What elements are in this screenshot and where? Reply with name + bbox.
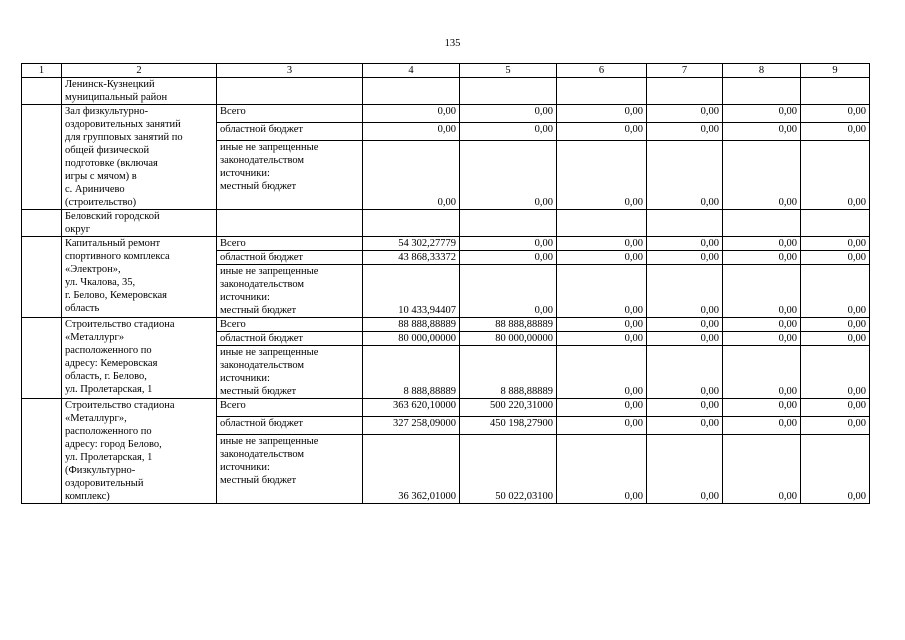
empty-cell — [217, 78, 363, 105]
value-cell: 8 888,88889 — [363, 346, 460, 399]
empty-cell — [557, 78, 647, 105]
value-cell: 8 888,88889 — [460, 346, 557, 399]
value-cell: 0,00 — [723, 318, 801, 332]
source-label: Всего — [217, 105, 363, 123]
column-header: 7 — [647, 64, 723, 78]
empty-cell — [22, 210, 62, 237]
value-cell: 43 868,33372 — [363, 251, 460, 265]
value-cell: 0,00 — [363, 141, 460, 210]
value-cell: 0,00 — [647, 399, 723, 417]
source-label-line: иные не запрещенные — [220, 266, 319, 277]
source-label: областной бюджет — [217, 251, 363, 265]
value-cell: 0,00 — [557, 237, 647, 251]
value-cell: 0,00 — [460, 123, 557, 141]
project-name-line: игры с мячом) в — [65, 171, 137, 182]
project-name-line: оздоровительный — [65, 478, 144, 489]
value-cell: 0,00 — [801, 332, 870, 346]
empty-cell — [801, 78, 870, 105]
value-cell: 0,00 — [557, 318, 647, 332]
project-name-line: общей физической — [65, 145, 150, 156]
source-label-line: источники: — [220, 462, 270, 474]
value-cell: 0,00 — [723, 399, 801, 417]
source-label: областной бюджет — [217, 332, 363, 346]
column-header: 2 — [62, 64, 217, 78]
value-cell: 0,00 — [723, 332, 801, 346]
value-cell: 0,00 — [801, 417, 870, 435]
empty-cell — [363, 210, 460, 237]
source-label — [217, 265, 363, 318]
value-cell: 0,00 — [647, 417, 723, 435]
budget-table — [21, 63, 870, 504]
value-cell: 80 000,00000 — [363, 332, 460, 346]
source-label — [217, 435, 363, 504]
project-name-cell — [62, 78, 217, 105]
value-cell: 0,00 — [647, 265, 723, 318]
column-header: 8 — [723, 64, 801, 78]
empty-cell — [217, 210, 363, 237]
column-header: 5 — [460, 64, 557, 78]
empty-cell — [647, 78, 723, 105]
project-name-cell — [62, 318, 217, 399]
source-label-line: местный бюджет — [220, 475, 297, 487]
project-name-line: для групповых занятий по — [65, 132, 183, 143]
source-label: областной бюджет — [217, 123, 363, 141]
value-cell: 0,00 — [363, 105, 460, 123]
source-label: областной бюджет — [217, 417, 363, 435]
table-row — [22, 399, 870, 417]
empty-cell — [22, 399, 62, 504]
value-cell: 0,00 — [723, 265, 801, 318]
source-label-line: местный бюджет — [220, 305, 297, 316]
project-name-line: ул. Пролетарская, 1 — [65, 452, 153, 463]
project-name-line: адресу: город Белово, — [65, 439, 162, 450]
source-label-line: источники: — [220, 373, 270, 384]
page-number: 135 — [444, 38, 461, 49]
empty-cell — [460, 210, 557, 237]
value-cell: 0,00 — [647, 332, 723, 346]
empty-cell — [22, 105, 62, 210]
empty-cell — [801, 210, 870, 237]
value-cell: 0,00 — [557, 141, 647, 210]
value-cell: 0,00 — [723, 123, 801, 141]
value-cell: 0,00 — [801, 141, 870, 210]
project-name-line: Строительство стадиона — [65, 400, 175, 411]
column-header: 4 — [363, 64, 460, 78]
value-cell: 88 888,88889 — [460, 318, 557, 332]
value-cell: 0,00 — [557, 417, 647, 435]
value-cell: 0,00 — [363, 123, 460, 141]
value-cell: 363 620,10000 — [363, 399, 460, 417]
value-cell: 0,00 — [723, 435, 801, 504]
value-cell: 0,00 — [801, 237, 870, 251]
value-cell: 0,00 — [557, 332, 647, 346]
project-name-line: Капитальный ремонт — [65, 238, 161, 249]
value-cell: 0,00 — [801, 318, 870, 332]
project-name-line: подготовке (включая — [65, 158, 158, 169]
value-cell: 36 362,01000 — [363, 435, 460, 504]
value-cell: 0,00 — [801, 435, 870, 504]
value-cell: 0,00 — [647, 318, 723, 332]
value-cell: 0,00 — [801, 123, 870, 141]
project-name-line: комплекс) — [65, 491, 110, 502]
area-row — [22, 78, 870, 105]
value-cell: 0,00 — [723, 237, 801, 251]
table-row — [22, 237, 870, 251]
value-cell: 0,00 — [801, 251, 870, 265]
value-cell: 0,00 — [723, 251, 801, 265]
project-name-line: муниципальный район — [65, 92, 168, 103]
project-name-line: адресу: Кемеровская — [65, 358, 158, 369]
source-label: Всего — [217, 237, 363, 251]
source-label-line: местный бюджет — [220, 181, 297, 193]
project-name-line: ул. Пролетарская, 1 — [65, 384, 153, 395]
project-name-line: Строительство стадиона — [65, 319, 175, 330]
table-body — [22, 64, 870, 504]
source-label — [217, 141, 363, 210]
project-name-line: (строительство) — [65, 197, 137, 208]
empty-cell — [22, 318, 62, 399]
source-label — [217, 346, 363, 399]
source-label-line: законодательством — [220, 449, 305, 461]
column-header: 3 — [217, 64, 363, 78]
project-name-line: Зал физкультурно- — [65, 106, 149, 117]
project-name-line: ул. Чкалова, 35, — [65, 277, 136, 288]
project-name-line: Беловский городской — [65, 211, 160, 222]
value-cell: 0,00 — [557, 399, 647, 417]
table-row — [22, 105, 870, 123]
header-row — [22, 64, 870, 78]
value-cell: 0,00 — [801, 105, 870, 123]
value-cell: 88 888,88889 — [363, 318, 460, 332]
value-cell: 0,00 — [557, 346, 647, 399]
project-name-line: округ — [65, 224, 91, 235]
empty-cell — [647, 210, 723, 237]
source-label-line: иные не запрещенные — [220, 347, 319, 358]
project-name-line: расположенного по — [65, 426, 152, 437]
project-name-line: спортивного комплекса — [65, 251, 170, 262]
column-header: 1 — [22, 64, 62, 78]
project-name-line: с. Ариничево — [65, 184, 125, 195]
value-cell: 0,00 — [723, 417, 801, 435]
project-name-cell — [62, 237, 217, 318]
value-cell: 0,00 — [557, 435, 647, 504]
value-cell: 50 022,03100 — [460, 435, 557, 504]
value-cell: 0,00 — [460, 251, 557, 265]
project-name-line: «Металлург» — [65, 332, 125, 343]
project-name-line: (Физкультурно- — [65, 465, 136, 476]
value-cell: 0,00 — [647, 123, 723, 141]
project-name-line: Ленинск-Кузнецкий — [65, 79, 155, 90]
empty-cell — [363, 78, 460, 105]
value-cell: 0,00 — [647, 346, 723, 399]
value-cell: 0,00 — [557, 123, 647, 141]
project-name-line: расположенного по — [65, 345, 152, 356]
value-cell: 327 258,09000 — [363, 417, 460, 435]
value-cell: 0,00 — [557, 251, 647, 265]
value-cell: 80 000,00000 — [460, 332, 557, 346]
source-label-line: источники: — [220, 168, 270, 180]
value-cell: 0,00 — [647, 237, 723, 251]
value-cell: 0,00 — [557, 105, 647, 123]
value-cell: 0,00 — [460, 237, 557, 251]
empty-cell — [557, 210, 647, 237]
value-cell: 0,00 — [460, 105, 557, 123]
value-cell: 0,00 — [801, 399, 870, 417]
value-cell: 0,00 — [801, 265, 870, 318]
project-name-line: «Электрон», — [65, 264, 121, 275]
source-label-line: законодательством — [220, 360, 305, 371]
project-name-line: «Металлург», — [65, 413, 127, 424]
empty-cell — [460, 78, 557, 105]
source-label: Всего — [217, 399, 363, 417]
value-cell: 0,00 — [647, 141, 723, 210]
value-cell: 450 198,27900 — [460, 417, 557, 435]
value-cell: 54 302,27779 — [363, 237, 460, 251]
value-cell: 0,00 — [723, 346, 801, 399]
empty-cell — [22, 78, 62, 105]
empty-cell — [723, 210, 801, 237]
value-cell: 0,00 — [460, 265, 557, 318]
value-cell: 0,00 — [460, 141, 557, 210]
source-label-line: источники: — [220, 292, 270, 303]
source-label: Всего — [217, 318, 363, 332]
value-cell: 0,00 — [647, 105, 723, 123]
source-label-line: законодательством — [220, 155, 305, 167]
table-row — [22, 318, 870, 332]
project-name-line: г. Белово, Кемеровская — [65, 290, 167, 301]
project-name-cell — [62, 105, 217, 210]
value-cell: 10 433,94407 — [363, 265, 460, 318]
value-cell: 0,00 — [647, 435, 723, 504]
column-header: 6 — [557, 64, 647, 78]
area-row — [22, 210, 870, 237]
source-label-line: иные не запрещенные — [220, 436, 319, 448]
project-name-line: область, г. Белово, — [65, 371, 147, 382]
project-name-cell — [62, 210, 217, 237]
column-header: 9 — [801, 64, 870, 78]
value-cell: 0,00 — [801, 346, 870, 399]
project-name-line: область — [65, 303, 100, 314]
value-cell: 0,00 — [723, 141, 801, 210]
value-cell: 0,00 — [557, 265, 647, 318]
source-label-line: иные не запрещенные — [220, 142, 319, 154]
value-cell: 0,00 — [723, 105, 801, 123]
empty-cell — [723, 78, 801, 105]
empty-cell — [22, 237, 62, 318]
value-cell: 0,00 — [647, 251, 723, 265]
project-name-cell — [62, 399, 217, 504]
source-label-line: местный бюджет — [220, 386, 297, 397]
source-label-line: законодательством — [220, 279, 305, 290]
value-cell: 500 220,31000 — [460, 399, 557, 417]
project-name-line: оздоровительных занятий — [65, 119, 181, 130]
